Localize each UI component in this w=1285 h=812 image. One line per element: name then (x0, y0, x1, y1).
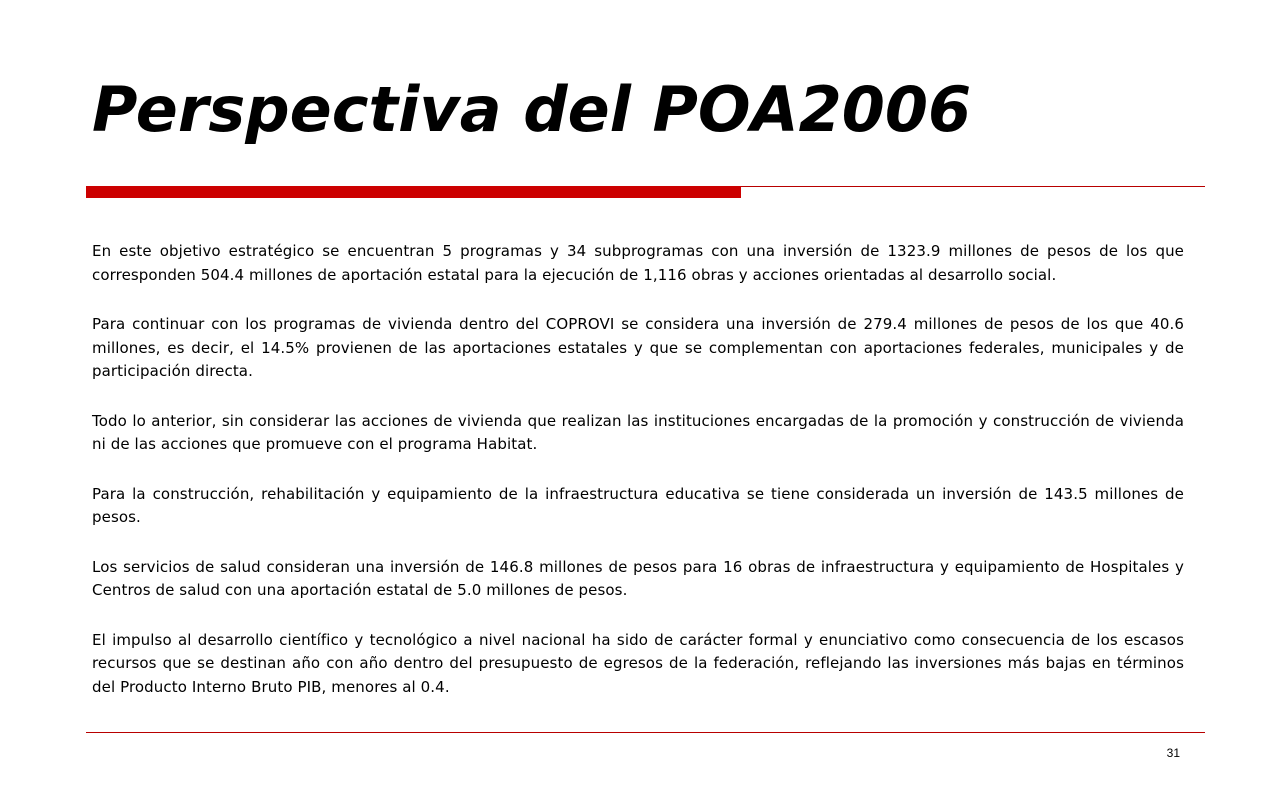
footer-divider-line (86, 732, 1205, 733)
paragraph-instituciones-vivienda: Todo lo anterior, sin considerar las acciones de vivienda que realizan las instituciones encargadas de la promoción y construcción de vivienda ni de las acciones que promueve con el programa Habitat. (92, 411, 1184, 453)
paragraph-infraestructura-educativa: Para la construcción, rehabilitación y equipamiento de la infraestructura educativa se tiene considerada un inversión de 143.5 millones de pesos. (92, 484, 1184, 526)
slide-title: Perspectiva del POA2006 (92, 73, 972, 146)
paragraph-vivienda-coprovi: Para continuar con los programas de vivienda dentro del COPROVI se considera una inversión de 279.4 millones de pesos de los que 40.6 millones, es decir, el 14.5% provienen de las aportaciones estatales y que se complementan con aportaciones federales, municipales y de participación directa. (92, 315, 1184, 380)
page-number: 31 (1166, 746, 1180, 760)
slide-body (92, 240, 1184, 725)
paragraph-desarrollo-social: En este objetivo estratégico se encuentran 5 programas y 34 subprogramas con una inversión de 1323.9 millones de pesos de los que corresponden 504.4 millones de aportación estatal para la ejecución de 1,116 obras y acciones orientadas al desarrollo social. (92, 242, 1184, 284)
paragraph-servicios-salud: Los servicios de salud consideran una inversión de 146.8 millones de pesos para 16 obras de infraestructura y equipamiento de Hospitales y Centros de salud con una aportación estatal de 5.0 millones de pesos. (92, 557, 1184, 599)
paragraph-ciencia-tecnologia: El impulso al desarrollo científico y tecnológico a nivel nacional ha sido de carácter formal y enunciativo como consecuencia de los escasos recursos que se destinan año con año dentro del presupuesto de egresos de la federación, reflejando las inversiones más bajas en términos del Producto Interno Bruto PIB, menores al 0.4. (92, 630, 1184, 696)
title-divider-line (741, 186, 1205, 187)
title-accent-bar (86, 186, 741, 198)
